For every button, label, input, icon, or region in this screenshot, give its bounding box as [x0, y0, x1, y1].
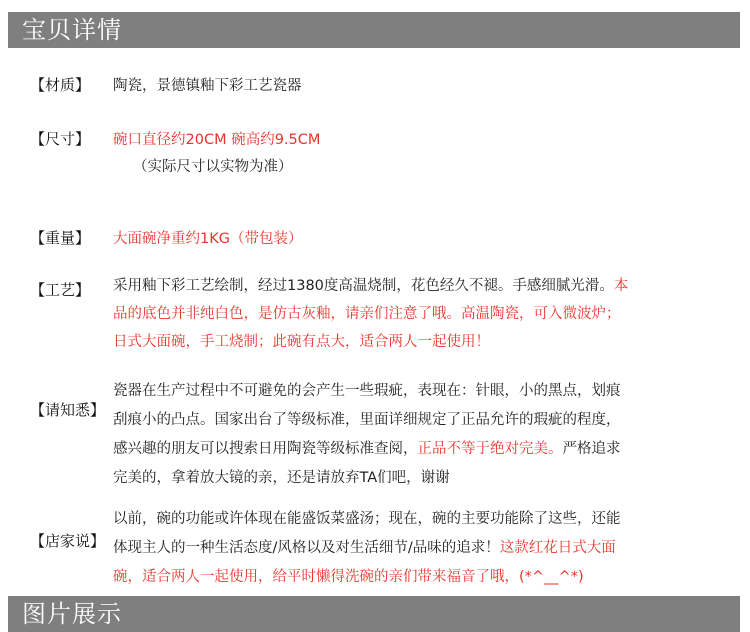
label-weight: 【重量】 [30, 229, 91, 247]
shop-line-1: 以前，碗的功能或许体现在能盛饭菜盛汤；现在，碗的主要功能除了这些，还能 [113, 511, 621, 527]
section-header-image-gallery: 图片展示 [8, 596, 740, 632]
label-size: 【尺寸】 [30, 130, 91, 148]
craft-line-1 [113, 272, 683, 300]
shop-line-2-text: 体现主人的一种生活态度/风格以及对生活细节/品味的追求！ [113, 540, 500, 556]
craft-line-1-text: 采用釉下彩工艺绘制，经过1380度高温烧制，花色经久不褪。手感细腻光滑。 [113, 278, 614, 294]
shop-line-2 [113, 534, 683, 563]
weight-value [113, 227, 683, 248]
label-craft: 【工艺】 [30, 281, 91, 299]
craft-line-1-red: 本 [613, 278, 629, 294]
craft-line-2: 品的底色并非纯白色，是仿古灰釉，请亲们注意了哦。高温陶瓷，可入微波炉； [113, 306, 621, 322]
notice-line-3 [113, 435, 683, 464]
label-material: 【材质】 [30, 76, 91, 94]
shop-value [113, 505, 683, 592]
weight-text: 大面碗净重约1KG（带包装） [113, 231, 303, 247]
label-shop-says: 【店家说】 [30, 532, 106, 550]
notice-line-2: 刮痕小的凸点。国家出台了等级标准，里面详细规定了正品允许的瑕疵的程度， [113, 412, 621, 428]
craft-value [113, 272, 683, 356]
material-text: 陶瓷，景德镇釉下彩工艺瓷器 [113, 78, 302, 94]
notice-line-3-red: 正品不等于绝对完美。 [417, 441, 563, 457]
notice-line-4: 完美的，拿着放大镜的亲，还是请放弃TA们吧，谢谢 [113, 470, 450, 486]
notice-value [113, 377, 683, 493]
craft-line-3: 日式大面碗，手工烧制；此碗有点大，适合两人一起使用！ [113, 334, 490, 350]
notice-line-3-tail: 严格追求 [562, 441, 621, 457]
size-text: 碗口直径约20CM 碗高约9.5CM [113, 132, 321, 148]
shop-line-2-red: 这款红花日式大面 [499, 540, 616, 556]
notice-line-1: 瓷器在生产过程中不可避免的会产生一些瑕疵，表现在：针眼，小的黑点，划痕 [113, 383, 621, 399]
shop-line-3: 碗，适合两人一起使用，给平时懒得洗碗的亲们带来福音了哦，(*^__^*) [113, 569, 584, 585]
material-value [113, 74, 683, 95]
size-value [113, 128, 683, 176]
size-note: （实际尺寸以实物为准） [133, 159, 293, 175]
label-notice: 【请知悉】 [30, 401, 106, 419]
notice-line-3-text: 感兴趣的朋友可以搜索日用陶瓷等级标准查阅， [113, 441, 418, 457]
section-header-product-details: 宝贝详情 [8, 12, 740, 48]
